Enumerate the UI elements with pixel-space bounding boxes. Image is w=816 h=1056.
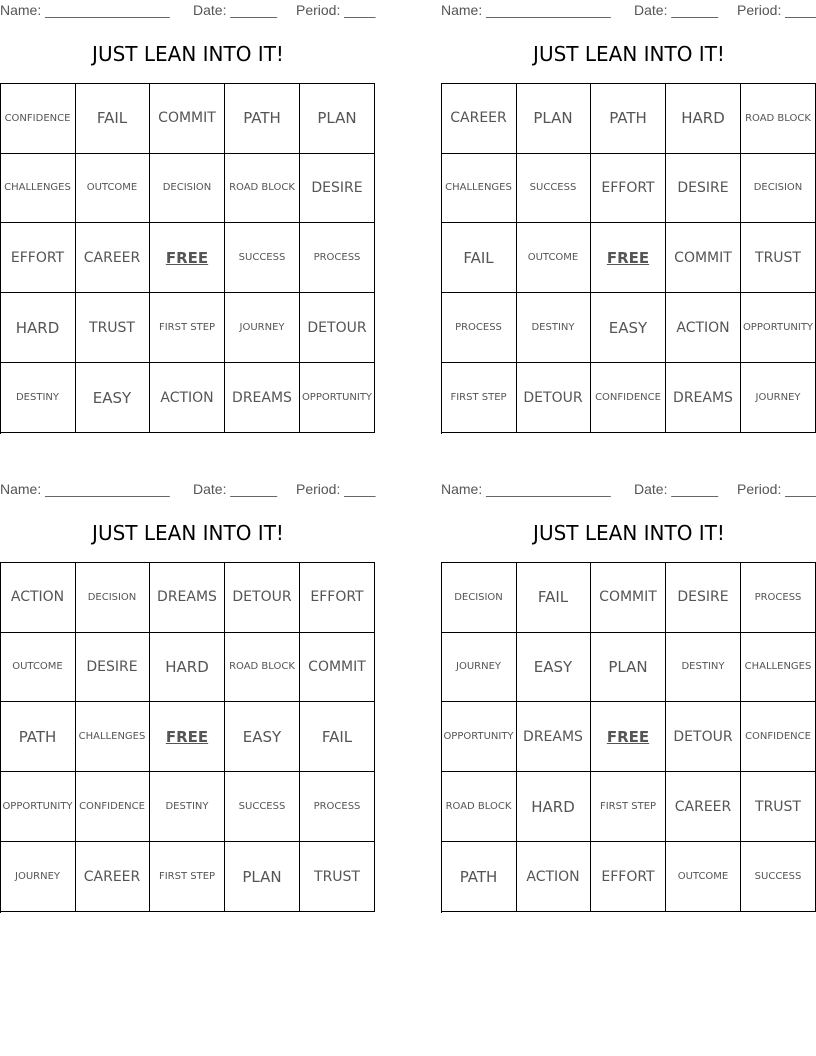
bingo-cell: PROCESS	[300, 223, 375, 293]
bingo-cell: DETOUR	[300, 293, 375, 363]
bingo-cell: CONFIDENCE	[0, 83, 76, 154]
bingo-cell: DREAMS	[150, 562, 225, 633]
bingo-cell: PATH	[225, 83, 300, 154]
bingo-cell: SUCCESS	[516, 153, 591, 223]
bingo-cell: TRUST	[300, 842, 375, 912]
name-field-label: Name: ________________	[0, 481, 170, 497]
card-title: JUST LEAN INTO IT!	[533, 521, 725, 545]
bingo-cell: CAREER	[441, 83, 517, 154]
bingo-card-4	[441, 479, 816, 913]
date-field-label: Date: ______	[193, 2, 278, 18]
bingo-cell: DESTINY	[666, 632, 741, 702]
date-field-label: Date: ______	[634, 481, 719, 497]
bingo-cell: CONFIDENCE	[741, 702, 816, 772]
bingo-grid	[441, 562, 816, 913]
free-space-cell: FREE	[591, 223, 666, 293]
bingo-cell: TRUST	[741, 772, 816, 842]
free-space-cell: FREE	[150, 702, 225, 772]
bingo-cell: EASY	[225, 702, 300, 772]
bingo-cell: PLAN	[300, 83, 375, 154]
bingo-cell: PROCESS	[441, 293, 517, 363]
period-field-label: Period: ____	[296, 481, 376, 497]
bingo-cell: ROAD BLOCK	[225, 632, 300, 702]
bingo-cell: CAREER	[75, 223, 150, 293]
bingo-cell: SUCCESS	[741, 842, 816, 912]
bingo-cell: DESIRE	[300, 153, 375, 223]
bingo-cell: PLAN	[516, 83, 591, 154]
bingo-cell: DECISION	[75, 562, 150, 633]
bingo-cell: FIRST STEP	[150, 842, 225, 912]
bingo-grid	[441, 83, 816, 434]
bingo-cell: SUCCESS	[225, 772, 300, 842]
bingo-cell: FIRST STEP	[150, 293, 225, 363]
bingo-cell: PLAN	[591, 632, 666, 702]
bingo-cell: PATH	[441, 842, 517, 912]
bingo-cell: HARD	[0, 293, 76, 363]
bingo-cell: EASY	[75, 363, 150, 433]
bingo-cell: TRUST	[75, 293, 150, 363]
bingo-cell: FAIL	[441, 223, 517, 293]
bingo-cell: ROAD BLOCK	[741, 83, 816, 154]
bingo-grid	[0, 562, 375, 913]
bingo-cell: FIRST STEP	[591, 772, 666, 842]
bingo-cell: SUCCESS	[225, 223, 300, 293]
bingo-cell: DESTINY	[0, 363, 76, 433]
bingo-cell: HARD	[150, 632, 225, 702]
bingo-cell: DETOUR	[666, 702, 741, 772]
bingo-cell: DESTINY	[516, 293, 591, 363]
bingo-cell: OUTCOME	[516, 223, 591, 293]
bingo-cell: JOURNEY	[225, 293, 300, 363]
bingo-cell: FAIL	[75, 83, 150, 154]
bingo-cell: TRUST	[741, 223, 816, 293]
name-field-label: Name: ________________	[441, 481, 611, 497]
bingo-cell: CHALLENGES	[441, 153, 517, 223]
bingo-cell: COMMIT	[591, 562, 666, 633]
bingo-cell: CHALLENGES	[0, 153, 76, 223]
bingo-cell: CAREER	[75, 842, 150, 912]
card-title: JUST LEAN INTO IT!	[92, 521, 284, 545]
bingo-cell: CHALLENGES	[75, 702, 150, 772]
bingo-cell: ACTION	[0, 562, 76, 633]
free-space-cell: FREE	[150, 223, 225, 293]
bingo-cell: EASY	[516, 632, 591, 702]
bingo-cell: OPPORTUNITY	[0, 772, 76, 842]
date-field-label: Date: ______	[634, 2, 719, 18]
card-title: JUST LEAN INTO IT!	[92, 42, 284, 66]
bingo-cell: EFFORT	[300, 562, 375, 633]
name-field-label: Name: ________________	[441, 2, 611, 18]
bingo-cell: OUTCOME	[75, 153, 150, 223]
bingo-cell: DECISION	[150, 153, 225, 223]
bingo-cell: CHALLENGES	[741, 632, 816, 702]
bingo-cell: DESIRE	[666, 153, 741, 223]
bingo-card-2	[441, 0, 816, 434]
bingo-cell: OPPORTUNITY	[741, 293, 816, 363]
bingo-cell: OUTCOME	[0, 632, 76, 702]
period-field-label: Period: ____	[737, 2, 816, 18]
bingo-cell: JOURNEY	[0, 842, 76, 912]
bingo-cell: PLAN	[225, 842, 300, 912]
bingo-cell: JOURNEY	[441, 632, 517, 702]
bingo-cell: DETOUR	[225, 562, 300, 633]
bingo-cell: EASY	[591, 293, 666, 363]
bingo-cell: DECISION	[441, 562, 517, 633]
bingo-cell: ACTION	[516, 842, 591, 912]
bingo-cell: HARD	[666, 83, 741, 154]
card-header	[441, 481, 816, 499]
bingo-cell: DESIRE	[75, 632, 150, 702]
card-title: JUST LEAN INTO IT!	[533, 42, 725, 66]
bingo-cell: ROAD BLOCK	[441, 772, 517, 842]
bingo-cell: DECISION	[741, 153, 816, 223]
free-space-cell: FREE	[591, 702, 666, 772]
bingo-cell: OPPORTUNITY	[441, 702, 517, 772]
bingo-card-1	[0, 0, 376, 434]
bingo-cell: EFFORT	[0, 223, 76, 293]
bingo-cell: DESIRE	[666, 562, 741, 633]
bingo-cell: EFFORT	[591, 842, 666, 912]
bingo-cell: PROCESS	[741, 562, 816, 633]
bingo-cell: FIRST STEP	[441, 363, 517, 433]
bingo-cell: HARD	[516, 772, 591, 842]
bingo-cell: EFFORT	[591, 153, 666, 223]
bingo-cell: DREAMS	[516, 702, 591, 772]
bingo-cell: COMMIT	[150, 83, 225, 154]
card-header	[0, 481, 376, 499]
bingo-cell: CONFIDENCE	[75, 772, 150, 842]
date-field-label: Date: ______	[193, 481, 278, 497]
bingo-cell: COMMIT	[300, 632, 375, 702]
bingo-cell: ACTION	[150, 363, 225, 433]
bingo-cell: ROAD BLOCK	[225, 153, 300, 223]
bingo-cell: DETOUR	[516, 363, 591, 433]
bingo-card-3	[0, 479, 376, 913]
bingo-cell: DREAMS	[225, 363, 300, 433]
bingo-cell: COMMIT	[666, 223, 741, 293]
period-field-label: Period: ____	[296, 2, 376, 18]
bingo-cell: FAIL	[516, 562, 591, 633]
bingo-cell: DREAMS	[666, 363, 741, 433]
bingo-cell: FAIL	[300, 702, 375, 772]
bingo-cell: PROCESS	[300, 772, 375, 842]
bingo-cell: ACTION	[666, 293, 741, 363]
bingo-cell: DESTINY	[150, 772, 225, 842]
card-header	[0, 2, 376, 20]
period-field-label: Period: ____	[737, 481, 816, 497]
bingo-cell: OUTCOME	[666, 842, 741, 912]
card-header	[441, 2, 816, 20]
bingo-cell: CAREER	[666, 772, 741, 842]
bingo-grid	[0, 83, 375, 434]
bingo-cell: JOURNEY	[741, 363, 816, 433]
name-field-label: Name: ________________	[0, 2, 170, 18]
bingo-cell: PATH	[591, 83, 666, 154]
bingo-cell: OPPORTUNITY	[300, 363, 375, 433]
bingo-cell: PATH	[0, 702, 76, 772]
bingo-cell: CONFIDENCE	[591, 363, 666, 433]
